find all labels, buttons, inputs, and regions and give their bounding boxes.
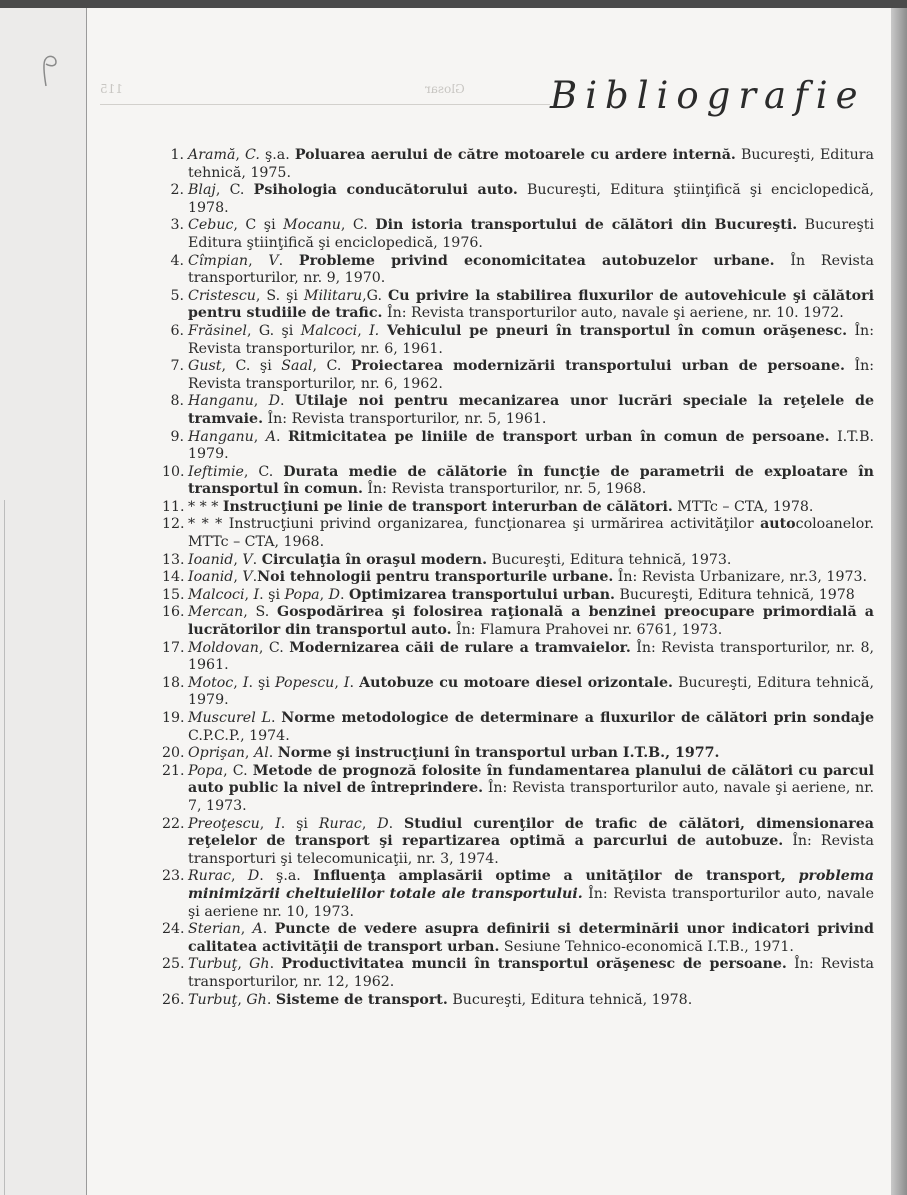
- entry-text: În: Revista transporturilor, nr. 5, 1961.: [263, 410, 547, 427]
- entry-title: Studiul curenţilor de trafic de călători, dimensionarea reţelelor de transport şi repartizarea optimă a parcurlui de autobuze.: [188, 815, 874, 850]
- entry-text: , C.: [340, 217, 376, 234]
- entry-text: Bucureşti Editura ştiinţifică şi enciclopedică, 1976.: [188, 217, 875, 251]
- entry-author: D: [328, 586, 340, 603]
- page-title: Bibliografie: [550, 74, 866, 117]
- entry-author: Ioanid: [188, 551, 234, 568]
- entry-text: .: [269, 956, 282, 973]
- entry-text: În: Revista transporturilor auto, navale şi aeriene, nr. 10. 1972.: [382, 305, 844, 322]
- entry-text: C.P.C.P., 1974.: [188, 727, 290, 744]
- bibliography-entry: [162, 147, 874, 182]
- bibliography-entry: [162, 816, 874, 869]
- entry-text: ,: [235, 147, 246, 163]
- entry-text: . ş.a.: [259, 868, 314, 885]
- entry-author: Popa: [284, 586, 320, 603]
- entry-author: Blaj: [188, 182, 216, 199]
- entry-text: ,: [233, 569, 243, 586]
- scan-margin-line: [4, 500, 5, 1195]
- bibliography-entry: [162, 182, 874, 217]
- entry-author: Turbuţ: [188, 991, 238, 1008]
- entry-author: Frăsinel: [188, 322, 247, 339]
- entry-author: Hanganu: [188, 428, 254, 445]
- entry-number: 17.: [162, 639, 185, 656]
- entry-text: I.T.B. 1979.: [188, 428, 875, 463]
- entry-text: , C.: [258, 639, 290, 656]
- entry-number: 1.: [170, 147, 184, 163]
- bleed-through-glosar: Glosar: [425, 82, 465, 96]
- entry-title: Influenţa amplasării optime a unităţilor de transport,: [313, 868, 799, 885]
- entry-author: D: [268, 393, 280, 410]
- entry-text: ,: [361, 815, 378, 832]
- bibliography-list: [162, 147, 874, 1009]
- entry-title: Autobuze cu motoare diesel orizontale.: [359, 674, 673, 691]
- entry-text: ,: [253, 428, 266, 445]
- entry-title: Vehiculul pe pneuri în transportul în comun orăşenesc.: [379, 322, 848, 339]
- entry-number: 21.: [162, 762, 185, 779]
- entry-number: 12.: [162, 516, 185, 533]
- bibliography-entry: [162, 499, 874, 517]
- entry-author: Ieftimie: [188, 463, 244, 480]
- entry-author: Popescu: [274, 674, 335, 691]
- entry-author: I.: [369, 322, 380, 339]
- entry-text: , S. şi: [255, 287, 304, 304]
- entry-text: Bucureşti, Editura tehnică, 1975.: [188, 147, 874, 181]
- entry-author: I: [242, 674, 249, 691]
- entry-author: A: [265, 428, 277, 445]
- entry-text: În: Revista transporturilor auto, navale şi aeriene nr. 10, 1973.: [188, 885, 874, 920]
- entry-title: Metode de prognoză folosite în fundamentarea planului de călători cu parcul auto public la nivel de întreprindere.: [188, 762, 875, 797]
- entry-number: 14.: [162, 569, 185, 586]
- entry-number: 26.: [162, 991, 185, 1008]
- entry-title: Sisteme de transport.: [275, 991, 448, 1008]
- entry-author: Aramă: [188, 147, 236, 163]
- entry-author: Oprişan: [188, 745, 245, 762]
- entry-text: .: [276, 428, 288, 445]
- entry-text: Bucureşti, Editura tehnică, 1973.: [487, 551, 732, 568]
- entry-text: , G. şi: [246, 322, 301, 339]
- entry-text: , C.: [243, 463, 284, 480]
- entry-number: 11.: [162, 498, 185, 515]
- entry-text: În: Revista transporturilor, nr. 6, 1961.: [188, 322, 874, 357]
- entry-number: 7.: [170, 358, 184, 375]
- entry-text: .: [252, 551, 262, 568]
- entry-author: Rurac: [318, 815, 362, 832]
- entry-text: ,: [259, 815, 276, 832]
- entry-text: ,: [334, 674, 344, 691]
- entry-author: V: [268, 252, 279, 269]
- entry-text: ,: [233, 674, 243, 691]
- entry-text: În: Revista transporturilor, nr. 12, 1962.: [188, 956, 874, 990]
- entry-author: Cebuc: [188, 217, 234, 234]
- entry-author: Popa: [188, 762, 224, 779]
- entry-text: Bucureşti, Editura tehnică, 1978.: [447, 991, 693, 1008]
- entry-title: Noi tehnologii pentru transporturile urbane.: [257, 569, 614, 586]
- entry-title: Optimizarea transportului urban.: [349, 586, 615, 603]
- entry-text: În: Revista transporturi şi telecomunicaţii, nr. 3, 1974.: [188, 833, 874, 867]
- entry-title: Ritmicitatea pe liniile de transport urban în comun de persoane.: [287, 428, 830, 445]
- bibliography-entry: [162, 516, 874, 551]
- entry-title: Durata medie de călătorie în funcţie de parametrii de exploatare în transportul în comun.: [188, 463, 874, 498]
- entry-author: Hanganu: [188, 393, 254, 410]
- bibliography-entry: [162, 587, 874, 605]
- entry-text: ,: [240, 921, 253, 938]
- entry-text: ,: [253, 393, 269, 410]
- entry-author: A: [252, 921, 263, 938]
- entry-number: 10.: [162, 463, 185, 480]
- entry-author: Turbuţ: [188, 956, 238, 973]
- bibliography-entry: [162, 956, 874, 991]
- scanner-top-edge: [0, 0, 907, 8]
- entry-title: Circulaţia în oraşul modern.: [261, 551, 488, 568]
- entry-author: I: [343, 674, 350, 691]
- entry-text: .: [268, 745, 278, 762]
- entry-text: În: Revista transporturilor, nr. 5, 1968.: [362, 481, 647, 498]
- bibliography-entry: [162, 604, 874, 639]
- entry-text: ,: [357, 322, 370, 339]
- entry-title: Gospodărirea şi folosirea raţională a benzinei preocupare primordială a lucrătorilor din transportul auto.: [188, 604, 874, 639]
- entry-text: .: [388, 815, 404, 832]
- entry-number: 20.: [162, 745, 185, 762]
- entry-text: Bucureşti, Editura ştiinţifică şi enciclopedică, 1978.: [188, 182, 875, 216]
- bibliography-entry: [162, 921, 874, 956]
- entry-text: ,: [248, 252, 269, 269]
- bibliography-entry: [162, 358, 874, 393]
- entry-text: ,G.: [362, 287, 388, 304]
- entry-text: În: Revista transporturilor, nr. 6, 1962.: [188, 358, 874, 392]
- entry-text: ,: [319, 586, 329, 603]
- entry-author: Cristescu: [188, 287, 256, 304]
- entry-text: ,: [231, 868, 248, 885]
- entry-number: 24.: [162, 921, 185, 938]
- entry-number: 19.: [162, 710, 185, 726]
- entry-text: Sesiune Tehnico-economică I.T.B., 1971.: [499, 938, 794, 955]
- entry-author: V: [242, 569, 253, 586]
- entry-number: 3.: [170, 217, 184, 234]
- entry-author: Saal: [281, 358, 313, 375]
- entry-title: Modernizarea căii de rulare a tramvaielor.: [289, 639, 631, 656]
- entry-text: .: [270, 710, 282, 726]
- entry-title: Poluarea aerului de către motoarele cu ardere internă.: [294, 147, 736, 163]
- entry-title: Psihologia conducătorului auto.: [253, 182, 518, 199]
- entry-author: I: [275, 815, 281, 832]
- entry-number: 2.: [170, 182, 184, 199]
- bibliography-entry: [162, 253, 874, 288]
- entry-text: În: Revista transporturilor, nr. 8, 1961.: [188, 639, 875, 674]
- entry-title: Productivitatea muncii în transportul orăşenesc de persoane.: [281, 956, 787, 973]
- entry-author: I: [253, 586, 260, 603]
- entry-text: În: Revista transporturilor auto, navale şi aeriene, nr. 7, 1973.: [188, 780, 875, 814]
- entry-author: Moldovan: [188, 639, 259, 656]
- entry-title: Puncte de vedere asupra definirii si determinării unor indicatori privind calitatea activităţii de transport urban.: [188, 921, 874, 955]
- entry-text: Bucureşti, Editura tehnică, 1979.: [188, 674, 874, 709]
- entry-author: Militaru: [303, 287, 363, 304]
- entry-text: .: [278, 252, 299, 269]
- entry-author: Malcoci: [300, 322, 358, 339]
- entry-author: D: [247, 868, 260, 885]
- entry-title: Utilaje noi pentru mecanizarea unor lucrări speciale la reţelele de tramvaie.: [188, 393, 874, 427]
- entry-text: , C.: [215, 182, 254, 199]
- entry-text: , C.: [223, 762, 253, 779]
- entry-author: Motoc: [188, 674, 234, 691]
- entry-number: 18.: [162, 674, 185, 691]
- bibliography-entry: [162, 464, 874, 499]
- bibliography-entry: [162, 288, 874, 323]
- entry-title: Din istoria transportului de călători din Bucureşti.: [375, 217, 798, 234]
- entry-number: 15.: [162, 586, 185, 603]
- entry-text: * * *: [188, 498, 223, 515]
- page-left-edge: [86, 8, 87, 1195]
- entry-author: Cîmpian: [188, 252, 249, 269]
- scanner-right-shadow: [891, 8, 907, 1195]
- bibliography-entry: [162, 675, 874, 710]
- bibliography-entry: [162, 640, 874, 675]
- bibliography-entry: [162, 710, 874, 745]
- entry-text: .: [266, 991, 276, 1008]
- entry-author: Gh: [246, 991, 267, 1008]
- entry-author: Rurac: [188, 868, 232, 885]
- entry-text: ,: [244, 745, 254, 762]
- entry-author: Malcoci: [188, 586, 245, 603]
- entry-number: 13.: [162, 551, 185, 568]
- entry-text: . şi: [259, 586, 285, 603]
- entry-text: .: [279, 393, 295, 410]
- entry-text: * * * Instrucţiuni privind organizarea, funcţionarea şi urmărirea activităţilor: [188, 516, 761, 533]
- entry-author: Gust: [188, 358, 222, 375]
- bleed-through-page-number: 115: [100, 82, 123, 96]
- entry-number: 9.: [170, 428, 184, 445]
- entry-title: Cu privire la stabilirea fluxurilor de autovehicule şi călători pentru studiile de trafic.: [188, 287, 874, 322]
- entry-text: , S.: [243, 604, 277, 621]
- entry-text: ,: [237, 991, 247, 1008]
- entry-text: , C. şi: [221, 358, 282, 375]
- bibliography-entry: [162, 868, 874, 921]
- entry-text: .: [262, 921, 275, 938]
- entry-text: ş.a.: [259, 147, 295, 163]
- bibliography-entry: [162, 393, 874, 428]
- entry-number: 4.: [170, 252, 184, 269]
- entry-number: 16.: [162, 604, 185, 621]
- entry-text: ,: [233, 551, 243, 568]
- entry-author: Gh: [249, 956, 270, 973]
- entry-number: 8.: [170, 393, 184, 410]
- entry-text: ,: [237, 956, 250, 973]
- bleed-through-rule: [100, 104, 550, 105]
- entry-number: 5.: [170, 287, 184, 304]
- entry-text: . şi: [280, 815, 319, 832]
- entry-author: Al: [253, 745, 269, 762]
- bibliography-entry: [162, 552, 874, 570]
- bibliography-entry: [162, 569, 874, 587]
- entry-text: .: [349, 674, 360, 691]
- entry-text: . şi: [248, 674, 275, 691]
- entry-number: 22.: [162, 815, 185, 832]
- entry-title: Instrucţiuni pe linie de transport interurban de călători.: [222, 498, 673, 515]
- entry-text: .: [339, 586, 349, 603]
- bibliography-entry: [162, 217, 874, 252]
- entry-title: Norme metodologice de determinare a fluxurilor de călători prin sondaje: [281, 710, 874, 726]
- bibliography-entry: [162, 992, 874, 1010]
- entry-text: Bucureşti, Editura tehnică, 1978: [614, 586, 855, 603]
- entry-author: V: [242, 551, 253, 568]
- entry-text: În: Flamura Prahovei nr. 6761, 1973.: [451, 622, 723, 639]
- handwritten-pencil-mark-icon: [34, 52, 64, 92]
- entry-title: Proiectarea modernizării transportului urban de persoane.: [350, 358, 845, 375]
- bibliography-entry: [162, 429, 874, 464]
- entry-author: Sterian: [188, 921, 241, 938]
- entry-text: .: [252, 569, 258, 586]
- entry-text: În Revista transporturilor, nr. 9, 1970.: [188, 252, 874, 287]
- entry-number: 6.: [170, 322, 184, 339]
- entry-text: , C.: [312, 358, 351, 375]
- entry-author: D: [377, 815, 389, 832]
- entry-text: ,: [244, 586, 254, 603]
- entry-text: coloanelor. MTTc – CTA, 1968.: [188, 516, 874, 551]
- entry-author: Muscurel L: [188, 710, 271, 726]
- entry-title: Probleme privind economicitatea autobuzelor urbane.: [298, 252, 775, 269]
- entry-author: Preoţescu: [188, 815, 260, 832]
- entry-title: Norme şi instrucţiuni în transportul urban I.T.B., 1977.: [277, 745, 720, 762]
- bibliography-entry: [162, 323, 874, 358]
- entry-author: Mocanu: [283, 217, 341, 234]
- entry-title: auto: [760, 516, 796, 533]
- bibliography-entry: [162, 763, 874, 816]
- entry-title: problema minimizării cheltuielilor totale ale transportului.: [188, 868, 874, 902]
- entry-author: C.: [245, 147, 260, 163]
- entry-number: 25.: [162, 956, 185, 973]
- entry-text: , C şi: [233, 217, 284, 234]
- entry-text: MTTc – CTA, 1978.: [672, 498, 814, 515]
- entry-author: Ioanid: [188, 569, 234, 586]
- entry-author: Mercan: [188, 604, 244, 621]
- entry-number: 23.: [162, 868, 185, 885]
- bibliography-entry: [162, 745, 874, 763]
- entry-text: În: Revista Urbanizare, nr.3, 1973.: [613, 569, 868, 586]
